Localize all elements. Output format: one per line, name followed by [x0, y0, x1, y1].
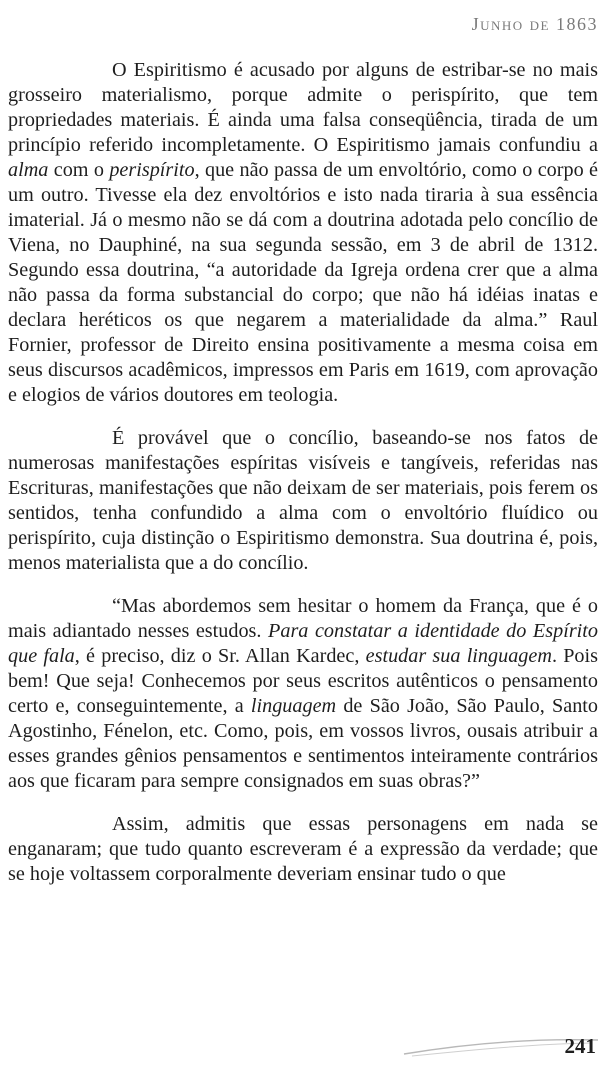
italic-text: linguagem: [250, 695, 337, 717]
italic-text: perispírito: [109, 159, 195, 181]
page-number: 241: [564, 1034, 596, 1058]
italic-text: Para constatar a identidade do Espírito que fala: [8, 620, 598, 667]
text-run: Assim, admitis que essas personagens em nada se enganaram; que tudo quanto escreveram é a expressão da verdade; que se hoje voltassem corporalmente deveriam ensinar tudo o que: [8, 813, 598, 885]
text-run: “Mas abordemos sem hesitar o homem da França, que é o mais adiantado nesses estudos.: [8, 595, 598, 642]
paragraph: [8, 58, 598, 408]
running-header: Junho de 1863: [471, 14, 598, 34]
text-run: de São João, São Paulo, Santo Agostinho, Fénelon, etc. Como, pois, em vossos livros, ousais atribuir a esses grandes gênios pensamentos e sentimentos inteiramente contrários aos que ficaram para sempre consignados em suas obras?”: [8, 695, 599, 792]
text-run: O Espiritismo é acusado por alguns de estribar-se no mais grosseiro materialismo, porque admite o perispírito, que tem propriedades materiais. É ainda uma falsa conseqüência, tirada de um princípio referido incompletamente. O Espiritismo jamais confundiu a: [8, 59, 598, 156]
page-body: [8, 58, 598, 905]
paragraph: [8, 426, 598, 576]
italic-text: estudar sua linguagem: [365, 645, 552, 667]
text-run: , que não passa de um envoltório, como o corpo é um outro. Tivesse ela dez envoltórios e isto nada tiraria à sua essência imaterial. Já o mesmo não se dá com a doutrina adotada pelo concílio de Viena, no Dauphiné, na sua segunda sessão, em 3 de abril de 1312. Segundo essa doutrina, “a autoridade da Igreja ordena crer que a alma não passa da forma substancial do corpo; que não há idéias inatas e declara heréticos os que negarem a materialidade da alma.” Raul Fornier, professor de Direito ensina positivamente a mesma coisa em seus discursos acadêmicos, impressos em Paris em 1619, com aprovação e elogios de vários doutores em teologia.: [8, 159, 598, 406]
text-run: É provável que o concílio, baseando-se nos fatos de numerosas manifestações espíritas visíveis e tangíveis, referidas nas Escrituras, manifestações que não deixam de ser materiais, pois ferem os sentidos, tenha confundido a alma com o envoltório fluídico ou perispírito, cuja distinção o Espiritismo demonstra. Sua doutrina é, pois, menos materialista que a do concílio.: [8, 427, 598, 574]
italic-text: alma: [8, 159, 49, 181]
text-run: . Pois bem! Que seja! Conhecemos por seus escritos autênticos o pensamento certo e, conseguintemente, a: [8, 645, 598, 717]
paragraph: [8, 594, 598, 794]
text-run: com o: [48, 159, 110, 181]
paragraph: [8, 812, 598, 887]
text-run: , é preciso, diz o Sr. Allan Kardec,: [74, 645, 366, 667]
